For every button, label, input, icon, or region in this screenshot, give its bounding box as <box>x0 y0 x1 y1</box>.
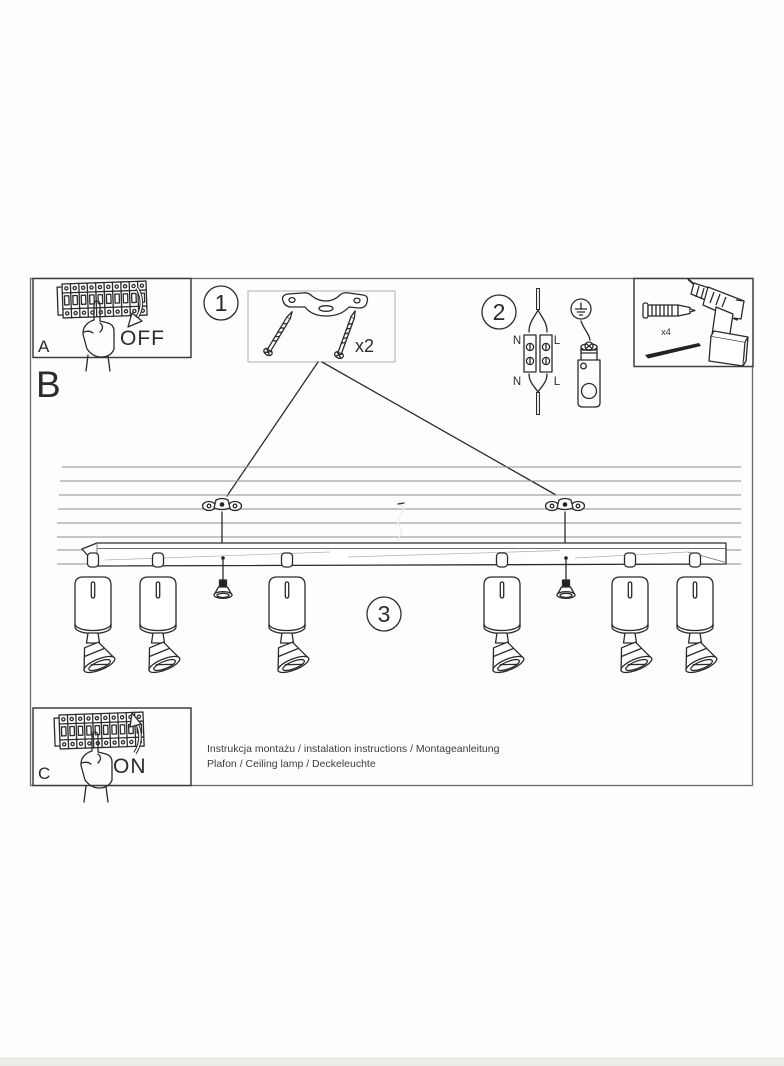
screw-quantity: x2 <box>355 336 375 356</box>
wire-l-bottom-label: L <box>553 376 561 388</box>
spotlight <box>484 553 526 676</box>
ceiling-lamp-illustration <box>57 467 741 676</box>
wire-n-bottom-label: N <box>512 376 522 388</box>
wire-n-top-label: N <box>512 335 522 347</box>
earth-symbol-icon <box>571 299 591 319</box>
step2-number: 2 <box>492 299 506 325</box>
switch-on-label: ON <box>113 755 147 778</box>
footer-product-name: Plafon / Ceiling lamp / Deckeleuchte <box>207 758 376 770</box>
wire-l-top-label: L <box>553 335 561 347</box>
ceiling-bracket-icon <box>203 499 242 511</box>
section-a-label: A <box>38 337 50 356</box>
spotlight <box>140 553 182 676</box>
breaker-panel-icon <box>57 281 147 318</box>
breaker-panel-icon <box>54 712 144 749</box>
switch-off-label: OFF <box>120 327 165 350</box>
section-c-label: C <box>38 764 51 783</box>
step2-wiring <box>482 288 600 415</box>
terminal-block-icon <box>524 288 552 415</box>
ceiling-bracket-icon <box>546 499 585 511</box>
scan-edge <box>0 1057 784 1066</box>
wall-plug-quantity: x4 <box>661 327 671 337</box>
ground-clamp-icon <box>578 321 600 407</box>
footer-instructions-title: Instrukcja montażu / instalation instructions / Montageanleitung <box>207 743 500 755</box>
pointer-line-left <box>227 362 318 496</box>
spotlight <box>269 553 311 676</box>
spotlight <box>75 553 117 676</box>
spotlight <box>677 553 719 676</box>
section-b-label: B <box>36 364 61 405</box>
spotlight <box>612 553 654 676</box>
step3-number: 3 <box>377 601 391 627</box>
step1-number: 1 <box>214 290 228 316</box>
